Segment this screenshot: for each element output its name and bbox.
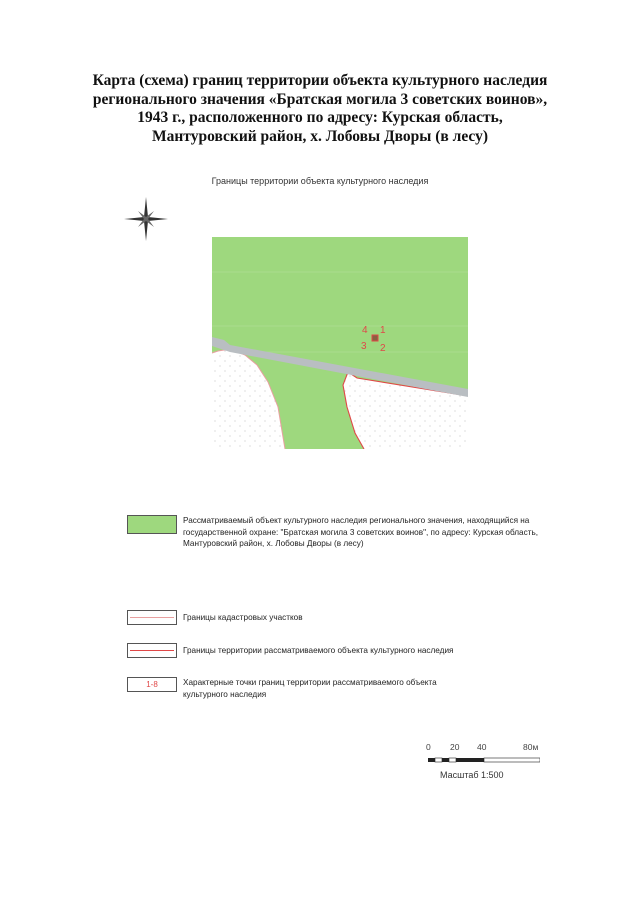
point-label-3: 3 — [361, 341, 367, 352]
cadastral-map — [212, 237, 468, 449]
legend-cadastral-swatch — [127, 610, 177, 625]
scale-bar — [424, 742, 554, 792]
point-label-4: 4 — [362, 325, 368, 336]
scale-tick-0: 0 — [426, 742, 431, 752]
title-line-2: регионального значения «Братская могила 3 советских воинов», — [92, 90, 548, 108]
legend-object-swatch — [127, 515, 177, 534]
scale-tick-20: 20 — [450, 742, 460, 752]
monument-marker — [372, 335, 378, 341]
scale-caption: Масштаб 1:500 — [440, 770, 504, 780]
title-line-1: Карта (схема) границ территории объекта культурного наследия — [92, 72, 548, 89]
point-label-2: 2 — [380, 343, 386, 354]
map-title — [70, 72, 570, 146]
legend-points-text: Характерные точки границ территории рассматриваемого объекта культурного наследия — [183, 678, 437, 699]
legend-territory-text: Границы территории рассматриваемого объекта культурного наследия — [183, 646, 454, 655]
legend-object-text: Рассматриваемый объект культурного наследия регионального значения, находящийся на государственной охране: "Братская могила 3 советских воинов", по адресу: Курская область, Мантуровский район, х. Лобовы Дворы (в лесу) — [183, 516, 538, 548]
legend-territory-swatch — [127, 643, 177, 658]
point-label-1: 1 — [380, 325, 386, 336]
scale-tick-40: 40 — [477, 742, 487, 752]
title-line-3: 1943 г., расположенного по адресу: Курская область, — [137, 109, 503, 126]
legend-points-swatch: 1-8 — [127, 677, 177, 692]
title-line-4: Мантуровский район, х. Лобовы Дворы (в лесу) — [152, 127, 488, 145]
map-caption: Границы территории объекта культурного наследия — [211, 176, 429, 186]
scale-tick-80: 80м — [523, 742, 539, 752]
scale-bar-graphic — [428, 754, 540, 766]
legend-cadastral-text: Границы кадастровых участков — [183, 613, 303, 622]
compass-rose-icon — [124, 197, 168, 241]
